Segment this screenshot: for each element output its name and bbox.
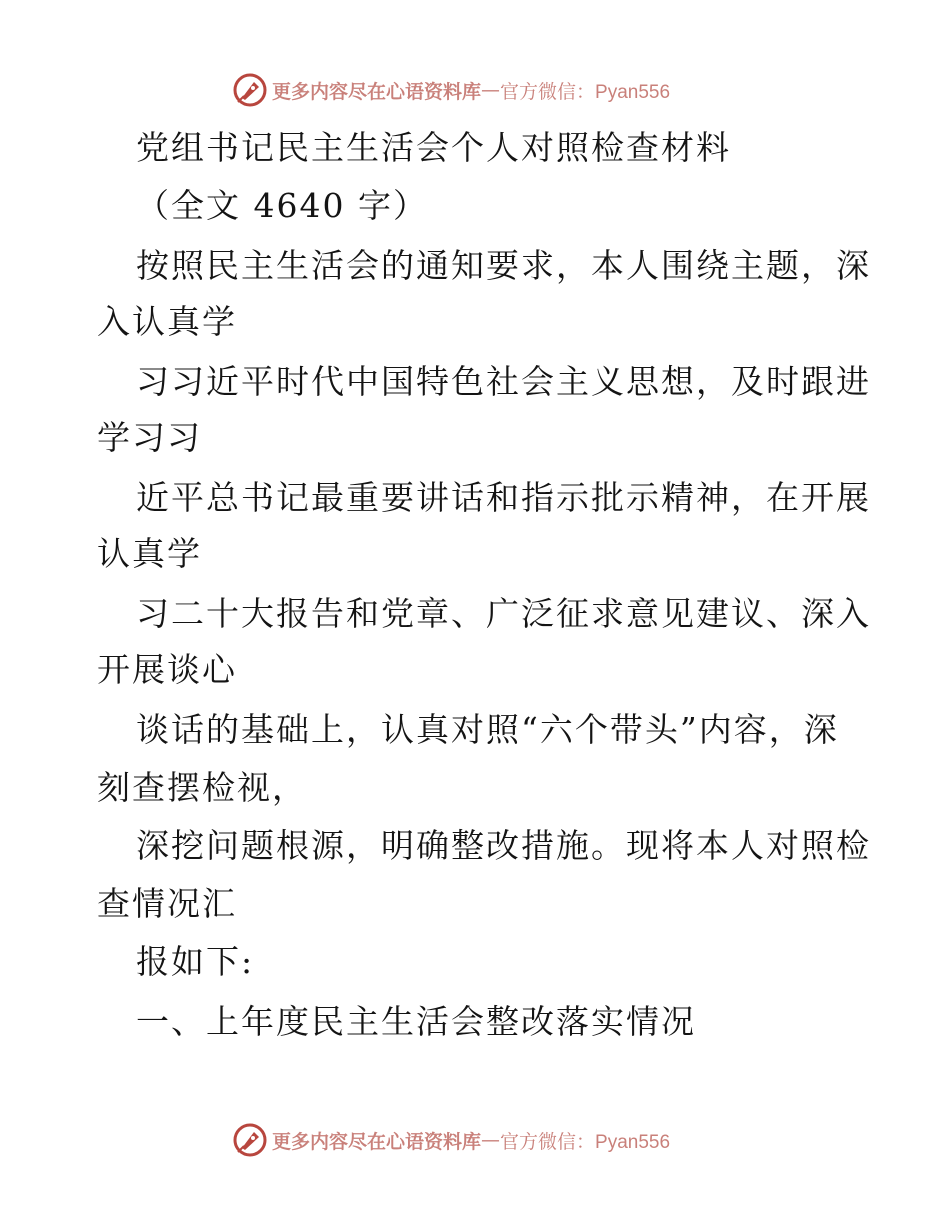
paragraph-line: 报如下:: [136, 942, 255, 981]
paragraph-line: 习二十大报告和党章、广泛征求意见建议、深入: [136, 594, 871, 633]
paragraph-line: 近平总书记最重要讲话和指示批示精神，在开展: [136, 478, 871, 517]
watermark-handle-text: 官方微信：Pyan556: [500, 1131, 671, 1153]
watermark-separator: —: [481, 79, 501, 101]
document-title: 党组书记民主生活会个人对照检查材料: [136, 128, 731, 167]
document-word-count: （全文 4640 字）: [136, 186, 428, 225]
watermark-brand-text: 更多内容尽在心语资料库: [272, 1130, 482, 1153]
section-heading: 一、上年度民主生活会整改落实情况: [136, 1002, 696, 1041]
watermark-separator: —: [481, 1129, 501, 1151]
watermark-brand-text: 更多内容尽在心语资料库: [272, 80, 482, 103]
paragraph-line: 查情况汇: [97, 884, 237, 923]
paragraph-line: 按照民主生活会的通知要求，本人围绕主题，深: [136, 246, 871, 285]
paragraph-line: 学习习: [97, 418, 202, 457]
paragraph-line: 入认真学: [97, 302, 237, 341]
paragraph-line: 深挖问题根源，明确整改措施。现将本人对照检: [136, 826, 871, 865]
fountain-pen-nib-icon: [232, 1122, 268, 1158]
paragraph-line: 习习近平时代中国特色社会主义思想，及时跟进: [136, 362, 871, 401]
paragraph-line: 开展谈心: [97, 650, 237, 689]
paragraph-line: 谈话的基础上，认真对照“六个带头”内容，深: [136, 710, 839, 749]
watermark-handle-text: 官方微信：Pyan556: [500, 81, 671, 103]
footer-watermark-banner: [232, 1120, 752, 1160]
fountain-pen-nib-icon: [232, 72, 268, 108]
paragraph-line: 认真学: [97, 534, 202, 573]
header-watermark-banner: [232, 70, 752, 110]
paragraph-line: 刻查摆检视，: [97, 768, 307, 807]
